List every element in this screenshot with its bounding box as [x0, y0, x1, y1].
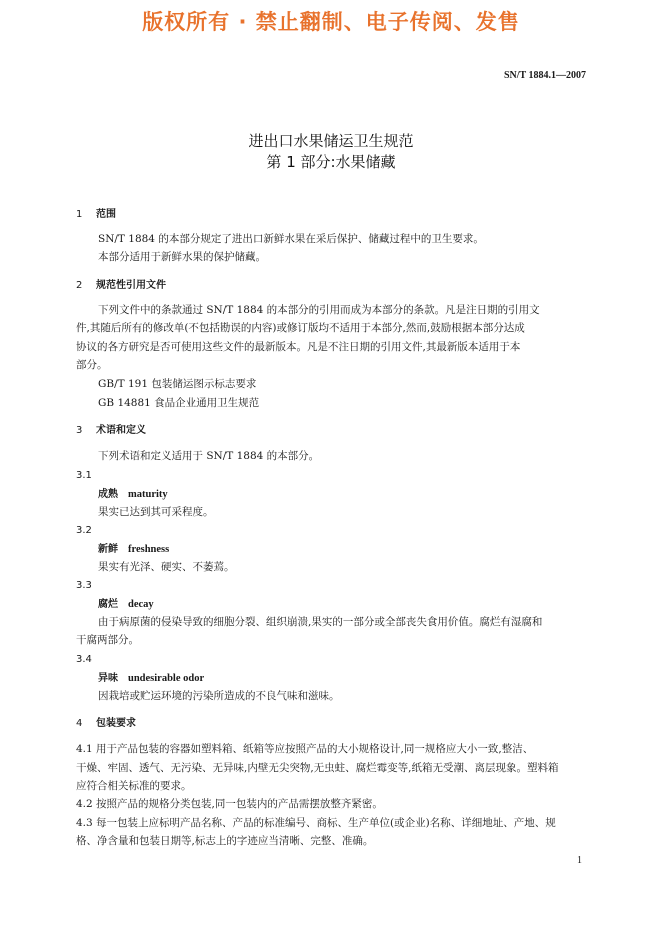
document-title: 进出口水果储运卫生规范: [248, 132, 414, 150]
section-number: 3: [76, 425, 83, 436]
term-zh: 腐烂: [98, 599, 118, 610]
section-title: 包装要求: [96, 718, 136, 729]
term-number: 3.4: [76, 654, 92, 665]
term-en: maturity: [128, 489, 168, 500]
copyright-watermark: 版权所有 · 禁止翻制、电子传阅、发售: [142, 10, 520, 34]
term-heading: [98, 672, 204, 685]
term-en: decay: [128, 599, 154, 610]
term-definition: 因栽培或贮运环境的污染所造成的不良气味和滋味。: [98, 690, 340, 702]
paragraph-line: 下列文件中的条款通过 SN/T 1884 的本部分的引用而成为本部分的条款。凡是注日期的引用文: [98, 304, 540, 316]
section-title: 术语和定义: [96, 425, 146, 436]
term-number: 3.3: [76, 580, 92, 591]
section-number: 2: [76, 280, 83, 291]
document-subtitle: 第 1 部分:水果储藏: [266, 153, 396, 171]
paragraph-line: 下列术语和定义适用于 SN/T 1884 的本部分。: [98, 450, 320, 462]
paragraph-line: 本部分适用于新鲜水果的保护储藏。: [98, 251, 266, 263]
section-number: 1: [76, 209, 83, 220]
clause-line: 4.1 用于产品包装的容器如塑料箱、纸箱等应按照产品的大小规格设计,同一规格应大小一致,整洁、: [76, 743, 534, 755]
section-title: 范围: [96, 209, 116, 220]
term-heading: [98, 543, 169, 556]
term-number: 3.2: [76, 525, 92, 536]
paragraph-line: 协议的各方研究是否可使用这些文件的最新版本。凡是不注日期的引用文件,其最新版本适用于本: [76, 341, 521, 353]
reference-item: GB 14881 食品企业通用卫生规范: [98, 397, 260, 409]
term-number: 3.1: [76, 470, 92, 481]
term-en: undesirable odor: [128, 673, 205, 684]
paragraph-line: 部分。: [76, 359, 108, 371]
paragraph-line: 件,其随后所有的修改单(不包括勘误的内容)或修订版均不适用于本部分,然而,鼓励根据本部分达成: [76, 322, 525, 334]
term-zh: 成熟: [98, 489, 118, 500]
term-definition: 干腐两部分。: [76, 634, 139, 646]
clause-line: 4.3 每一包装上应标明产品名称、产品的标准编号、商标、生产单位(或企业)名称、详细地址、产地、规: [76, 817, 556, 829]
paragraph-line: SN/T 1884 的本部分规定了进出口新鲜水果在采后保护、储藏过程中的卫生要求。: [98, 233, 484, 245]
term-heading: [98, 598, 154, 611]
section-title: 规范性引用文件: [96, 280, 166, 291]
term-definition: 果实有光泽、硬实、不萎蔫。: [98, 561, 235, 573]
term-zh: 异味: [98, 673, 118, 684]
document-number: SN/T 1884.1—2007: [503, 70, 586, 81]
clause-line: 应符合相关标准的要求。: [76, 780, 192, 792]
clause-line: 干燥、牢固、透气、无污染、无异味,内壁无尖突物,无虫蛀、腐烂霉变等,纸箱无受潮、离层现象。塑料箱: [76, 762, 559, 774]
term-definition: 由于病原菌的侵染导致的细胞分裂、组织崩溃,果实的一部分或全部丧失食用价值。腐烂有湿腐和: [98, 616, 543, 628]
term-heading: [98, 488, 168, 501]
reference-item: GB/T 191 包装储运图示标志要求: [98, 378, 257, 390]
term-en: freshness: [128, 544, 170, 555]
page-number: 1: [577, 855, 582, 866]
section-number: 4: [76, 718, 83, 729]
clause-line: 4.2 按照产品的规格分类包装,同一包装内的产品需摆放整齐紧密。: [76, 798, 383, 810]
term-definition: 果实已达到其可采程度。: [98, 506, 214, 518]
term-zh: 新鲜: [98, 544, 118, 555]
clause-line: 格、净含量和包装日期等,标志上的字迹应当清晰、完整、准确。: [76, 835, 374, 847]
